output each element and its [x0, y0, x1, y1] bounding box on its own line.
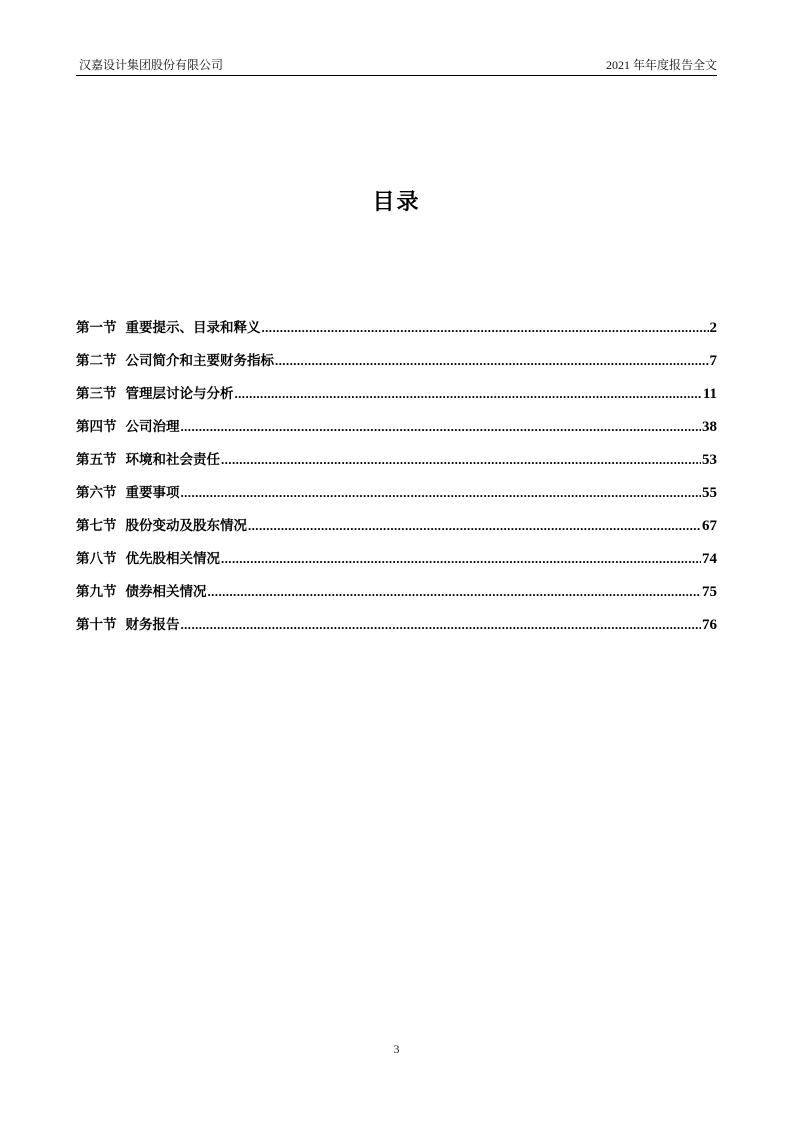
dot-leader [181, 613, 702, 637]
toc-entry-6[interactable] [76, 481, 717, 514]
company-name: 汉嘉设计集团股份有限公司 [79, 58, 224, 72]
toc-page-number: 67 [702, 518, 717, 534]
toc-page-number: 11 [702, 386, 717, 402]
toc-section-label: 第三节 [76, 386, 117, 402]
toc-entry-title: 公司治理 [125, 419, 180, 435]
toc-entry-title: 股份变动及股东情况 [125, 518, 247, 534]
dot-leader [248, 514, 701, 538]
toc-section-label: 第六节 [76, 485, 117, 501]
toc-entry-9[interactable] [76, 580, 717, 613]
page-header [76, 57, 717, 76]
toc-section-label: 第八节 [76, 551, 117, 567]
dot-leader [275, 349, 709, 373]
toc-entry-title: 优先股相关情况 [125, 551, 220, 567]
toc-entry-10[interactable] [76, 613, 717, 646]
dot-leader [221, 547, 701, 571]
dot-leader [221, 448, 701, 472]
toc-page-number: 55 [702, 485, 717, 501]
toc-section-label: 第九节 [76, 584, 117, 600]
toc-page-number: 74 [702, 551, 717, 567]
page-number: 3 [393, 1042, 400, 1056]
toc-page-number: 7 [709, 353, 717, 369]
toc-entry-3[interactable] [76, 382, 717, 415]
toc-entry-title: 重要事项 [125, 485, 180, 501]
toc-section-label: 第一节 [76, 320, 117, 336]
dot-leader [262, 316, 709, 340]
toc-section-label: 第四节 [76, 419, 117, 435]
toc-entry-4[interactable] [76, 415, 717, 448]
toc-section-label: 第七节 [76, 518, 117, 534]
table-of-contents [76, 316, 717, 646]
toc-entry-title: 债券相关情况 [125, 584, 207, 600]
dot-leader [208, 580, 702, 604]
report-title: 2021 年年度报告全文 [605, 58, 717, 72]
toc-section-label: 第十节 [76, 617, 117, 633]
toc-entry-title: 财务报告 [125, 617, 180, 633]
toc-page-number: 2 [709, 320, 717, 336]
toc-entry-title: 公司简介和主要财务指标 [125, 353, 274, 369]
toc-entry-2[interactable] [76, 349, 717, 382]
toc-entry-5[interactable] [76, 448, 717, 481]
dot-leader [181, 481, 702, 505]
dot-leader [235, 382, 702, 406]
toc-entry-1[interactable] [76, 316, 717, 349]
dot-leader [181, 415, 702, 439]
toc-entry-8[interactable] [76, 547, 717, 580]
toc-page-number: 38 [702, 419, 717, 435]
toc-entry-title: 环境和社会责任 [125, 452, 220, 468]
toc-page-number: 76 [702, 617, 717, 633]
toc-title: 目录 [372, 190, 421, 215]
toc-entry-7[interactable] [76, 514, 717, 547]
toc-section-label: 第二节 [76, 353, 117, 369]
toc-entry-title: 重要提示、目录和释义 [125, 320, 261, 336]
toc-section-label: 第五节 [76, 452, 117, 468]
toc-page-number: 75 [702, 584, 717, 600]
toc-page-number: 53 [702, 452, 717, 468]
toc-entry-title: 管理层讨论与分析 [125, 386, 234, 402]
